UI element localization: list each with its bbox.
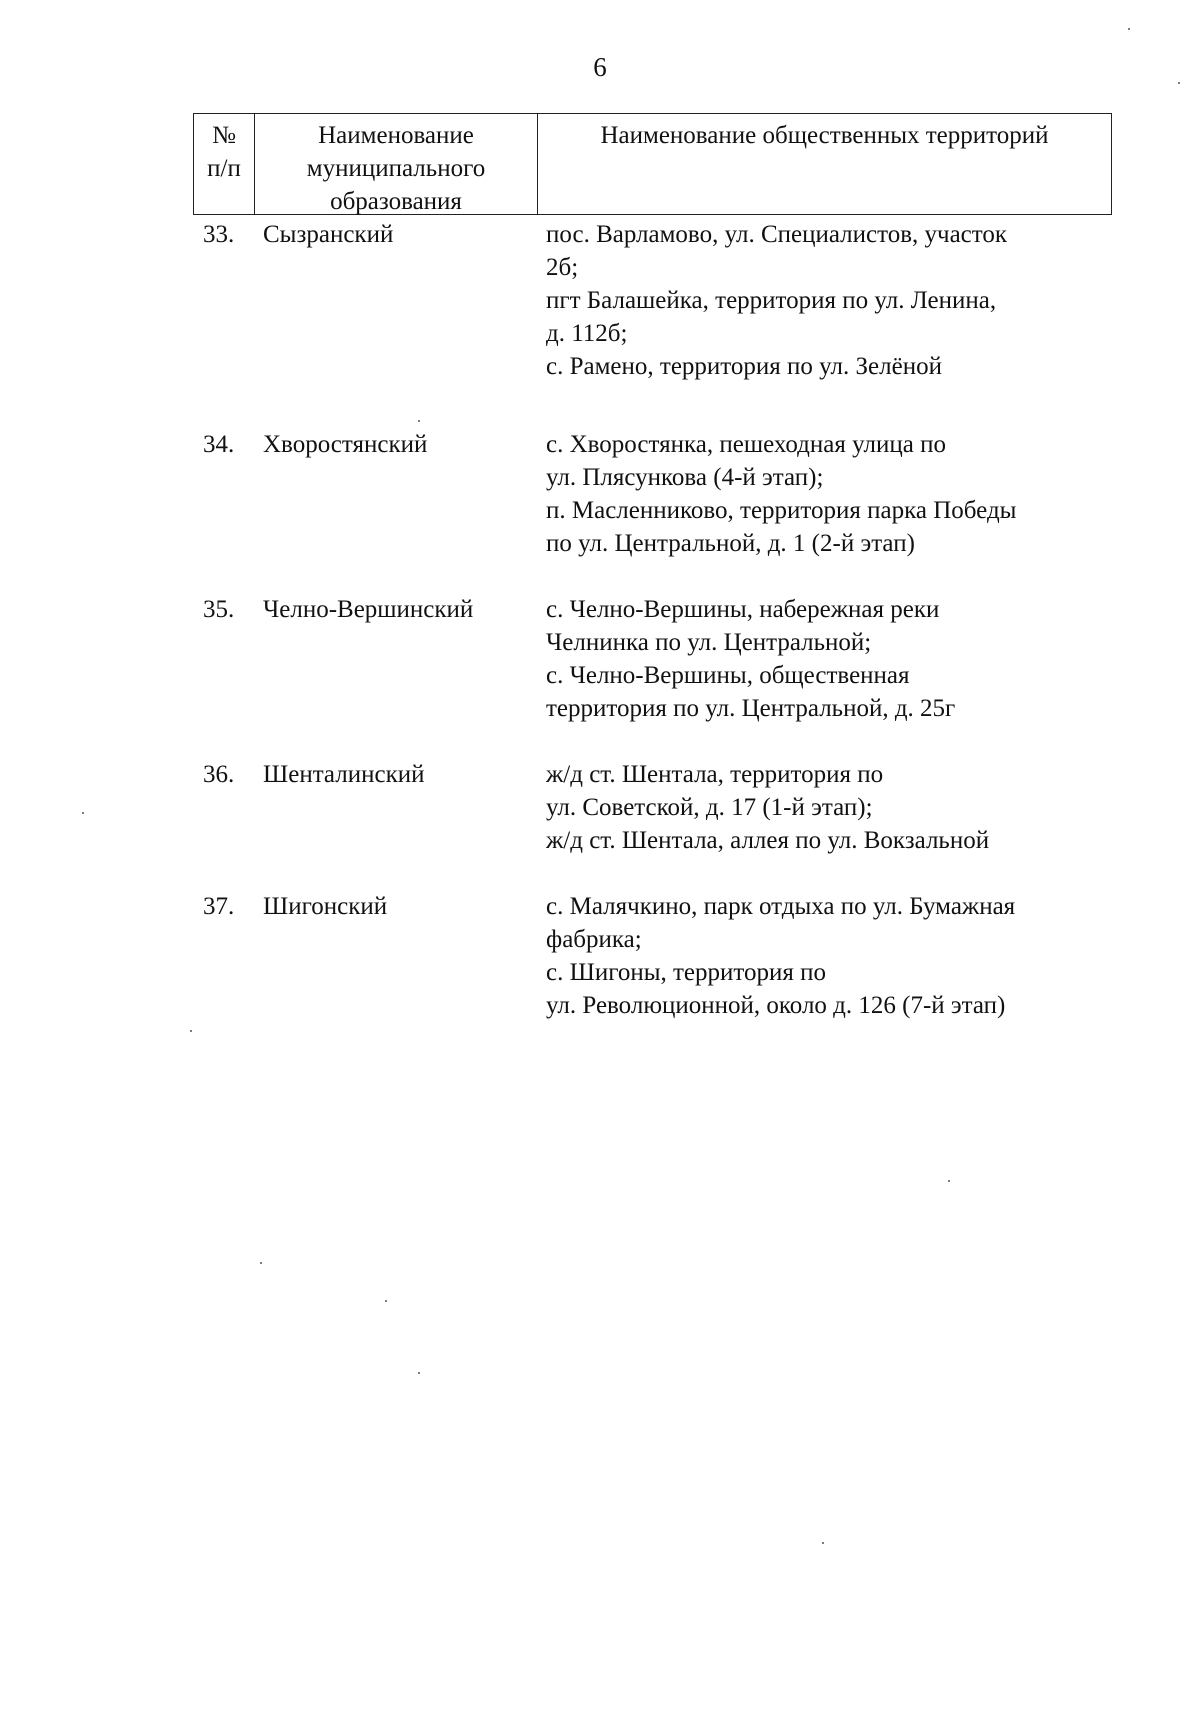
- scan-speck: [190, 1030, 192, 1032]
- header-municipality: [255, 114, 538, 214]
- row-number: 36.: [203, 761, 235, 788]
- territory-line: с. Челно-Вершины, общественная: [546, 662, 910, 689]
- row-municipality: Шенталинский: [263, 761, 425, 788]
- header-municipality-line: муниципального: [306, 155, 486, 182]
- row-number: 37.: [203, 893, 235, 920]
- territory-line: фабрика;: [546, 926, 642, 953]
- territory-line: ул. Плясункова (4-й этап);: [546, 464, 824, 491]
- row-number: 34.: [203, 431, 235, 458]
- territory-line: ул. Советской, д. 17 (1-й этап);: [546, 794, 873, 821]
- header-number-line: №: [212, 122, 236, 149]
- scan-speck: [260, 1262, 262, 1264]
- row-number: 35.: [203, 596, 235, 623]
- territory-line: ж/д ст. Шентала, аллея по ул. Вокзальной: [546, 827, 990, 854]
- row-territories: [546, 758, 1106, 857]
- header-territories-line: Наименование общественных территорий: [600, 122, 1049, 149]
- row-municipality: Шигонский: [263, 893, 388, 920]
- row-territories: [546, 428, 1106, 560]
- territory-line: д. 112б;: [546, 320, 628, 347]
- header-territories: [538, 114, 1111, 214]
- row-municipality: Сызранский: [263, 221, 394, 248]
- territory-line: 2б;: [546, 254, 579, 281]
- page-number: 6: [593, 52, 607, 82]
- scan-speck: [1178, 82, 1180, 84]
- territory-line: пгт Балашейка, территория по ул. Ленина,: [546, 287, 997, 314]
- scan-speck: [82, 812, 84, 814]
- scan-speck: [418, 420, 420, 422]
- territory-line: с. Челно-Вершины, набережная реки: [546, 596, 940, 623]
- header-municipality-line: образования: [330, 188, 462, 215]
- territory-line: пос. Варламово, ул. Специалистов, участок: [546, 221, 1008, 248]
- scan-speck: [1128, 28, 1130, 30]
- header-number: [194, 114, 255, 214]
- territory-line: с. Рамено, территория по ул. Зелёной: [546, 353, 942, 380]
- header-number-line: п/п: [207, 155, 241, 182]
- scan-speck: [418, 1372, 420, 1374]
- territory-line: ж/д ст. Шентала, территория по: [546, 761, 884, 788]
- row-number: 33.: [203, 221, 235, 248]
- scan-speck: [822, 1542, 824, 1544]
- row-territories: [546, 890, 1106, 1022]
- territory-line: с. Шигоны, территория по: [546, 959, 827, 986]
- row-municipality: Хворостянский: [263, 431, 428, 458]
- territory-line: п. Масленниково, территория парка Победы: [546, 497, 1017, 524]
- scan-speck: [385, 1300, 387, 1302]
- territory-line: по ул. Центральной, д. 1 (2-й этап): [546, 530, 915, 557]
- table-header: [193, 113, 1112, 215]
- territory-line: территория по ул. Центральной, д. 25г: [546, 695, 956, 722]
- header-municipality-line: Наименование: [318, 122, 474, 149]
- territory-line: Челнинка по ул. Центральной;: [546, 629, 872, 656]
- scan-speck: [948, 1180, 950, 1182]
- row-territories: [546, 593, 1106, 725]
- territory-line: с. Хворостянка, пешеходная улица по: [546, 431, 946, 458]
- row-territories: [546, 218, 1106, 383]
- territory-line: с. Малячкино, парк отдыха по ул. Бумажная: [546, 893, 1016, 920]
- territory-line: ул. Революционной, около д. 126 (7-й этап): [546, 992, 1006, 1019]
- row-municipality: Челно-Вершинский: [263, 596, 474, 623]
